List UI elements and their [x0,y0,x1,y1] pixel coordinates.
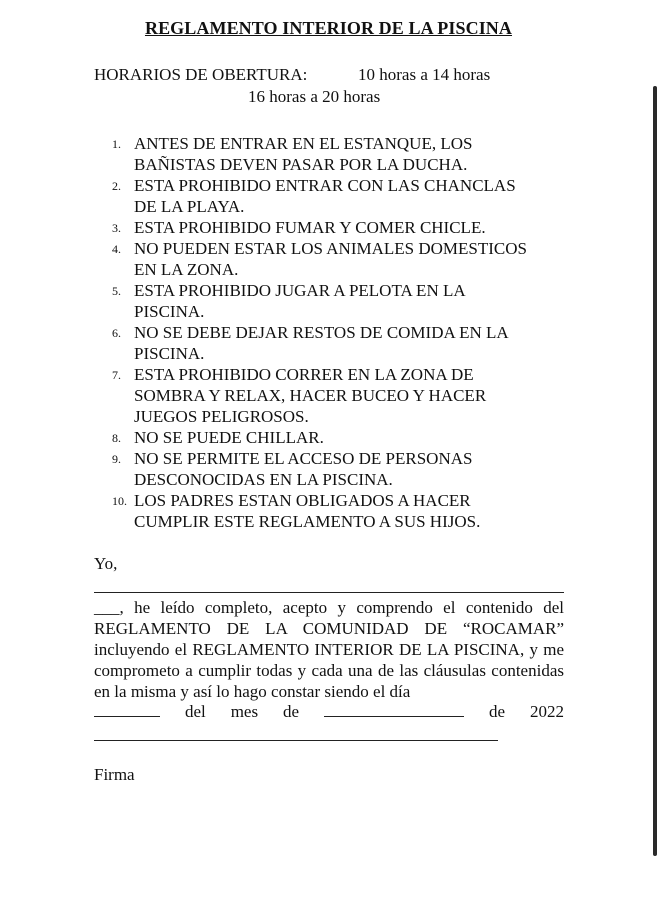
firma-label: Firma [94,765,135,784]
rule-text: LOS PADRES ESTAN OBLIGADOS A HACER [134,491,471,510]
rule-item [112,133,582,175]
rule-text-cont: JUEGOS PELIGROSOS. [134,407,309,426]
rule-text: ESTA PROHIBIDO CORRER EN LA ZONA DE [134,365,474,384]
rule-number: 6. [112,326,121,340]
rule-number: 4. [112,242,121,256]
rule-text: NO PUEDEN ESTAR LOS ANIMALES DOMESTICOS [134,239,527,258]
day-blank [94,701,160,717]
rule-text-cont: CUMPLIR ESTE REGLAMENTO A SUS HIJOS. [134,512,481,531]
rule-text-cont: BAÑISTAS DEVEN PASAR POR LA DUCHA. [134,155,468,174]
rule-number: 5. [112,284,121,298]
date-de-1: de [283,702,300,721]
rule-number: 1. [112,137,121,151]
rule-item [112,448,582,490]
hours-label: HORARIOS DE OBERTURA: [94,65,308,84]
date-line [94,701,564,722]
rule-item [112,490,582,532]
document-title: REGLAMENTO INTERIOR DE LA PISCINA [144,18,513,38]
rules-list [112,133,582,532]
opening-hours [94,64,490,108]
rule-item [112,280,582,322]
rule-text: ESTA PROHIBIDO ENTRAR CON LAS CHANCLAS [134,176,516,195]
declaration-paragraph: ___, he leído completo, acepto y comprendo el contenido del REGLAMENTO DE LA COMUNIDAD DE “ROCAMAR” incluyendo el REGLAMENTO INTERIOR DE LA PISCINA, y me comprometo a cumplir todas y cada una de las cláusulas contenidas en la misma y así lo hago constar siendo el día [94,598,564,701]
hours-slot-1: 10 horas a 14 horas [358,65,491,84]
rule-text: ANTES DE ENTRAR EN EL ESTANQUE, LOS [134,134,473,153]
date-de-2: de [488,702,506,721]
rule-item [112,238,582,280]
month-blank [324,701,464,717]
rule-text: NO SE DEBE DEJAR RESTOS DE COMIDA EN LA [134,323,509,342]
rule-text: ESTA PROHIBIDO FUMAR Y COMER CHICLE. [134,218,486,237]
rule-number: 8. [112,431,121,445]
rule-text: NO SE PERMITE EL ACCESO DE PERSONAS [134,449,473,468]
rule-number: 7. [112,368,121,382]
scrollbar[interactable] [653,86,657,856]
rule-text-cont: DE LA PLAYA. [134,197,245,216]
rule-item [112,364,582,427]
declaration-text [94,597,564,702]
rule-number: 9. [112,452,121,466]
rule-item [112,217,582,238]
rule-number: 3. [112,221,121,235]
rule-item [112,175,582,217]
date-del: del [184,702,206,721]
date-year: 2022 [529,702,564,721]
yo-label: Yo, [94,554,118,573]
date-mes: mes [230,702,259,721]
name-blank-line [94,592,564,593]
rule-number: 2. [112,179,121,193]
rule-text-cont: PISCINA. [134,302,205,321]
rule-number: 10. [112,494,127,508]
rule-text-cont: EN LA ZONA. [134,260,239,279]
rule-text-cont: PISCINA. [134,344,205,363]
rule-text-cont: DESCONOCIDAS EN LA PISCINA. [134,470,393,489]
rule-text-cont: SOMBRA Y RELAX, HACER BUCEO Y HACER [134,386,487,405]
hours-slot-2: 16 horas a 20 horas [248,87,381,106]
rule-item [112,322,582,364]
signature-blank-line [94,740,498,741]
rule-text: ESTA PROHIBIDO JUGAR A PELOTA EN LA [134,281,466,300]
rule-text: NO SE PUEDE CHILLAR. [134,428,324,447]
rule-item [112,427,582,448]
